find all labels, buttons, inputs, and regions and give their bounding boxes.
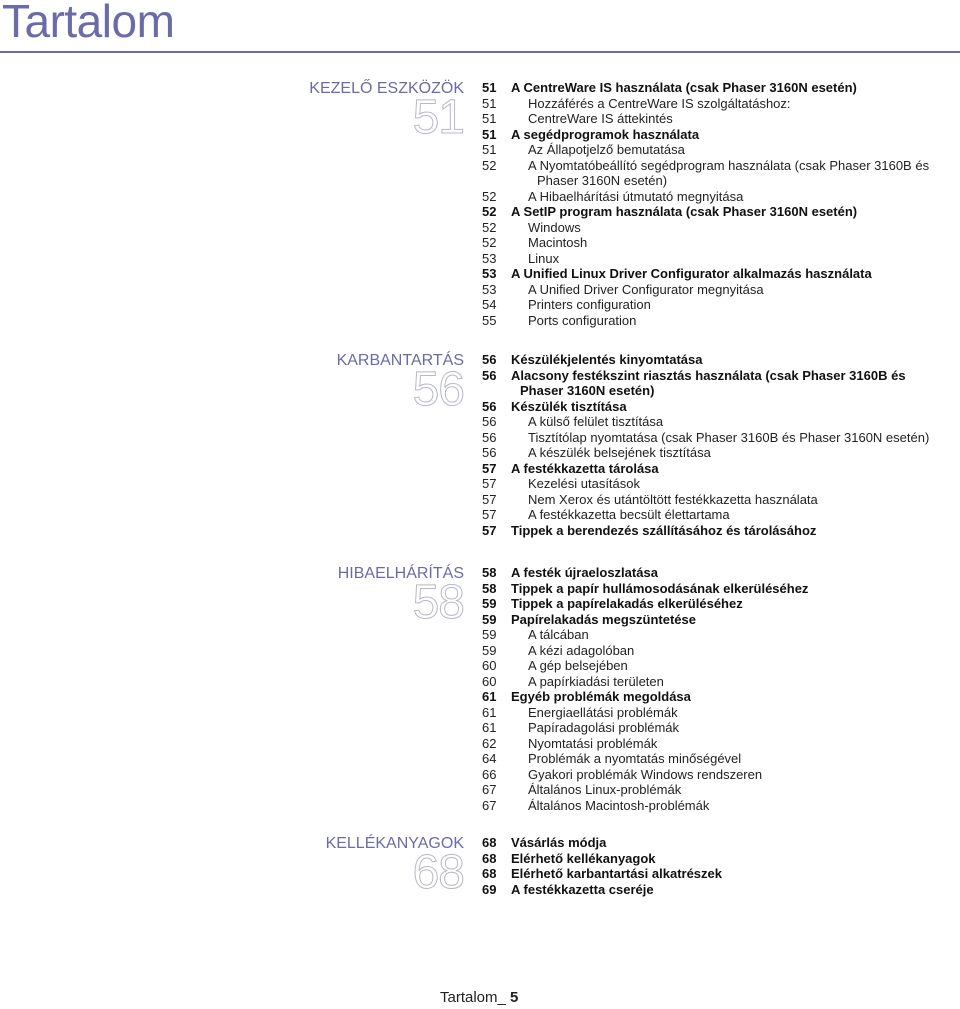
toc-entry[interactable]	[482, 751, 952, 767]
toc-entry-text: Tisztítólap nyomtatása (csak Phaser 3160B és Phaser 3160N esetén)	[528, 429, 930, 445]
toc-entry[interactable]	[482, 220, 952, 236]
toc-entry-text: A festékkazetta cseréje	[511, 881, 654, 897]
toc-entry[interactable]	[482, 492, 952, 508]
toc-entry[interactable]	[482, 251, 952, 267]
toc-entry[interactable]	[482, 127, 952, 143]
toc-entry-page: 56	[482, 367, 497, 383]
toc-entry[interactable]	[482, 507, 952, 523]
toc-entry-page: 52	[482, 188, 497, 204]
toc-entry-text: Papírelakadás megszüntetése	[511, 611, 696, 627]
toc-entry[interactable]	[482, 767, 952, 783]
toc-entry[interactable]	[482, 399, 952, 415]
toc-entry-page: 68	[482, 835, 497, 850]
toc-entry[interactable]	[482, 368, 952, 399]
footer-label: Tartalom_	[440, 989, 506, 1006]
toc-entry[interactable]	[482, 798, 952, 814]
section-title: KELLÉKANYAGOK	[325, 835, 464, 852]
toc-entry-page: 64	[482, 751, 497, 766]
toc-entry-text: Készülékjelentés kinyomtatása	[511, 352, 703, 367]
toc-entry-text: Ports configuration	[528, 312, 637, 328]
toc-entry[interactable]	[482, 266, 952, 282]
toc-entry-page: 52	[482, 157, 497, 173]
toc-entry-page: 57	[482, 476, 497, 491]
toc-entry-page: 56	[482, 414, 497, 429]
toc-entry-page: 67	[482, 782, 497, 797]
toc-entry[interactable]	[482, 96, 952, 112]
toc-entry-list	[482, 80, 952, 328]
toc-entry[interactable]	[482, 235, 952, 251]
toc-entry-list	[482, 352, 952, 538]
toc-entry-text: Windows	[528, 219, 581, 235]
toc-entry-page: 54	[482, 297, 497, 312]
toc-entry-text: Általános Macintosh-problémák	[528, 797, 710, 813]
toc-entry[interactable]	[482, 158, 952, 189]
toc-entry[interactable]	[482, 476, 952, 492]
toc-entry-text: Energiaellátási problémák	[528, 704, 678, 720]
toc-entry-text: Papíradagolási problémák	[528, 720, 680, 735]
toc-entry-text: A külső felület tisztítása	[528, 414, 664, 429]
toc-entry-text: Tippek a papír hullámosodásának elkerüléséhez	[511, 580, 809, 596]
toc-entry-page: 51	[482, 80, 497, 95]
toc-entry-page: 52	[482, 235, 497, 250]
toc-entry-page: 56	[482, 445, 497, 460]
toc-entry[interactable]	[482, 736, 952, 752]
toc-entry-text: Az Állapotjelző bemutatása	[528, 142, 685, 157]
toc-entry-text: Linux	[528, 250, 560, 266]
toc-entry-page: 51	[482, 95, 497, 111]
toc-entry-text: A kézi adagolóban	[528, 642, 635, 658]
toc-entry[interactable]	[482, 581, 952, 597]
toc-entry[interactable]	[482, 720, 952, 736]
toc-entry-page: 56	[482, 352, 497, 367]
toc-entry[interactable]	[482, 297, 952, 313]
toc-entry-text: A segédprogramok használata	[511, 126, 700, 142]
toc-entry-page: 61	[482, 689, 497, 704]
toc-entry-text: A SetIP program használata (csak Phaser 3160N esetén)	[511, 204, 858, 219]
toc-entry-page: 52	[482, 204, 497, 219]
toc-entry[interactable]	[482, 142, 952, 158]
toc-entry-text: Általános Linux-problémák	[528, 782, 682, 797]
toc-entry[interactable]	[482, 111, 952, 127]
toc-entry-page: 58	[482, 565, 497, 580]
toc-entry[interactable]	[482, 313, 952, 329]
section-number: 56	[412, 363, 464, 416]
toc-entry[interactable]	[482, 189, 952, 205]
toc-entry[interactable]	[482, 851, 952, 867]
toc-entry[interactable]	[482, 80, 952, 96]
toc-entry-text: Kezelési utasítások	[528, 476, 641, 491]
toc-entry-text: A festék újraeloszlatása	[511, 565, 658, 580]
toc-entry-text: A CentreWare IS használata (csak Phaser 3160N esetén)	[511, 80, 857, 95]
toc-entry-page: 59	[482, 596, 497, 611]
toc-entry[interactable]	[482, 627, 952, 643]
toc-entry-page: 68	[482, 866, 497, 881]
toc-entry-text: A festékkazetta tárolása	[511, 460, 659, 476]
toc-entry-page: 51	[482, 111, 497, 126]
toc-entry-page: 51	[482, 142, 497, 157]
toc-entry-text: A tálcában	[528, 627, 589, 642]
section-title: HIBAELHÁRÍTÁS	[337, 565, 464, 582]
toc-entry-text: A készülék belsejének tisztítása	[528, 445, 711, 460]
toc-entry-page: 68	[482, 850, 497, 866]
toc-entry[interactable]	[482, 414, 952, 430]
toc-entry-text: A gép belsejében	[528, 658, 628, 673]
toc-entry-text: Készülék tisztítása	[511, 398, 627, 414]
toc-entry[interactable]	[482, 689, 952, 705]
toc-entry-text: Tippek a papírelakadás elkerüléséhez	[511, 596, 743, 611]
toc-entry-page: 61	[482, 704, 497, 720]
toc-entry-page: 57	[482, 491, 497, 507]
toc-entry-text: Elérhető karbantartási alkatrészek	[511, 866, 722, 881]
toc-entry-text: A Nyomtatóbeállító segédprogram használata (csak Phaser 3160B és Phaser 3160N esetén)	[528, 157, 930, 188]
toc-entry-page: 53	[482, 281, 497, 297]
toc-entry-page: 56	[482, 429, 497, 445]
toc-entry-page: 59	[482, 642, 497, 658]
toc-entry-page: 59	[482, 627, 497, 642]
toc-entry[interactable]	[482, 596, 952, 612]
section-title: KARBANTARTÁS	[336, 352, 464, 369]
toc-entry[interactable]	[482, 461, 952, 477]
toc-entry-page: 62	[482, 735, 497, 751]
toc-entry-text: CentreWare IS áttekintés	[528, 111, 673, 126]
toc-entry[interactable]	[482, 282, 952, 298]
toc-entry-text: Gyakori problémák Windows rendszeren	[528, 766, 763, 782]
section-number: 68	[412, 846, 464, 899]
toc-entry-text: A papírkiadási területen	[528, 673, 664, 689]
toc-entry-page: 61	[482, 720, 497, 735]
toc-entry-text: Elérhető kellékanyagok	[511, 850, 656, 866]
toc-entry-text: Hozzáférés a CentreWare IS szolgáltatáshoz:	[528, 95, 791, 111]
page-footer	[440, 989, 518, 1006]
toc-entry[interactable]	[482, 204, 952, 220]
toc-entry-text: Problémák a nyomtatás minőségével	[528, 751, 742, 766]
toc-entry[interactable]	[482, 430, 952, 446]
toc-entry-page: 59	[482, 611, 497, 627]
toc-entry-list	[482, 835, 952, 897]
toc-entry[interactable]	[482, 674, 952, 690]
toc-entry-page: 53	[482, 250, 497, 266]
toc-entry[interactable]	[482, 782, 952, 798]
toc-entry-page: 51	[482, 126, 497, 142]
toc-entry-page: 67	[482, 797, 497, 813]
toc-entry-list	[482, 565, 952, 813]
section-number: 58	[412, 576, 464, 629]
toc-entry-page: 57	[482, 507, 497, 522]
toc-entry-text: Nyomtatási problémák	[528, 735, 658, 751]
toc-entry-text: A festékkazetta becsült élettartama	[528, 507, 730, 522]
page-title: Tartalom	[2, 0, 175, 47]
toc-entry[interactable]	[482, 866, 952, 882]
toc-entry-page: 57	[482, 522, 497, 538]
toc-entry[interactable]	[482, 445, 952, 461]
toc-entry-text: Tippek a berendezés szállításához és tárolásához	[511, 522, 817, 538]
toc-entry-text: Printers configuration	[528, 297, 651, 312]
toc-entry-page: 53	[482, 266, 497, 281]
toc-entry-page: 66	[482, 766, 497, 782]
toc-entry[interactable]	[482, 882, 952, 898]
toc-entry-page: 69	[482, 881, 497, 897]
toc-entry-text: Nem Xerox és utántöltött festékkazetta használata	[528, 491, 818, 507]
toc-entry[interactable]	[482, 835, 952, 851]
toc-entry[interactable]	[482, 523, 952, 539]
footer-page-number: 5	[510, 989, 519, 1006]
toc-entry-page: 60	[482, 658, 497, 673]
toc-entry-page: 56	[482, 398, 497, 414]
section-number: 51	[412, 91, 464, 144]
toc-entry-text: Egyéb problémák megoldása	[511, 689, 691, 704]
toc-entry-text: A Hibaelhárítási útmutató megnyitása	[528, 188, 744, 204]
toc-entry[interactable]	[482, 352, 952, 368]
title-rule	[0, 51, 960, 53]
toc-entry[interactable]	[482, 705, 952, 721]
toc-entry-text: A Unified Driver Configurator megnyitása	[528, 281, 764, 297]
toc-entry-page: 52	[482, 219, 497, 235]
toc-entry-page: 60	[482, 673, 497, 689]
toc-entry[interactable]	[482, 658, 952, 674]
toc-entry-text: Alacsony festékszint riasztás használata (csak Phaser 3160B és Phaser 3160N esetén)	[511, 367, 906, 398]
toc-entry-page: 55	[482, 312, 497, 328]
toc-entry[interactable]	[482, 643, 952, 659]
toc-entry[interactable]	[482, 565, 952, 581]
toc-entry[interactable]	[482, 612, 952, 628]
section-title: KEZELŐ ESZKÖZÖK	[309, 80, 464, 97]
toc-entry-text: Vásárlás módja	[511, 835, 607, 850]
toc-entry-page: 58	[482, 580, 497, 596]
toc-entry-text: Macintosh	[528, 235, 588, 250]
toc-entry-text: A Unified Linux Driver Configurator alkalmazás használata	[511, 266, 872, 281]
toc-entry-page: 57	[482, 460, 497, 476]
